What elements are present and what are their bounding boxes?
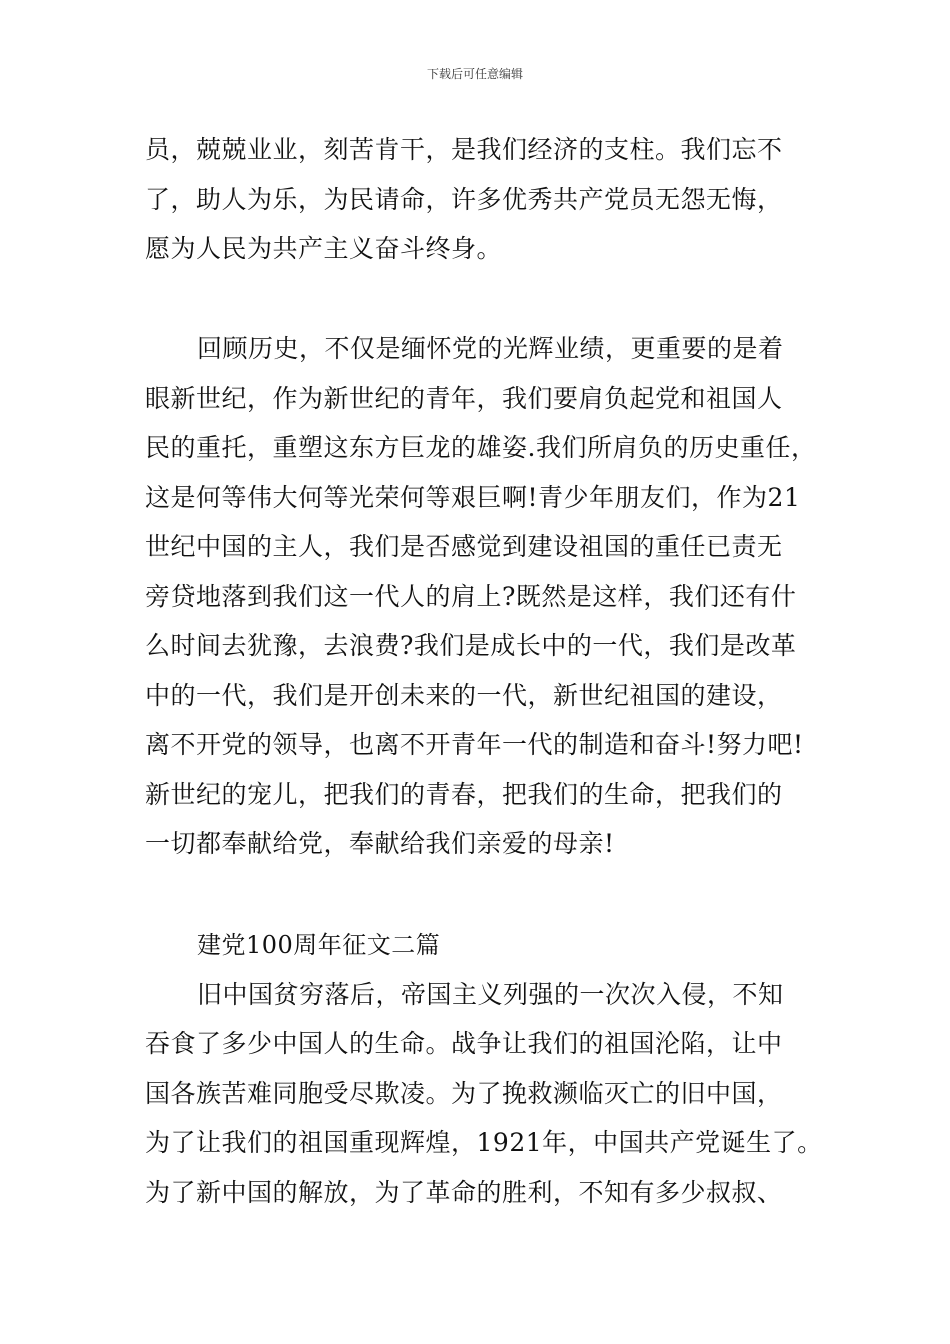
section-heading: 建党100周年征文二篇 bbox=[197, 931, 441, 959]
paragraph-line: 为了让我们的祖国重现辉煌，1921年，中国共产党诞生了。 bbox=[145, 1128, 823, 1157]
paragraph-line: 愿为人民为共产主义奋斗终身。 bbox=[145, 234, 503, 263]
paragraph-line: 世纪中国的主人，我们是否感觉到建设祖国的重任已责无 bbox=[145, 532, 783, 561]
paragraph-line: 员，兢兢业业，刻苦肯干，是我们经济的支柱。我们忘不 bbox=[145, 135, 783, 164]
paragraph-line: 离不开党的领导，也离不开青年一代的制造和奋斗!努力吧! bbox=[145, 730, 804, 759]
paragraph-line: 民的重托，重塑这东方巨龙的雄姿.我们所肩负的历史重任， bbox=[145, 433, 817, 462]
paragraph-line: 旧中国贫穷落后，帝国主义列强的一次次入侵，不知 bbox=[197, 980, 784, 1009]
paragraph-line: 国各族苦难同胞受尽欺凌。为了挽救濒临灭亡的旧中国， bbox=[145, 1079, 783, 1108]
paragraph-line: 了，助人为乐，为民请命，许多优秀共产党员无怨无悔， bbox=[145, 185, 783, 214]
paragraph-line: 么时间去犹豫，去浪费?我们是成长中的一代，我们是改革 bbox=[145, 631, 797, 660]
paragraph-line: 这是何等伟大何等光荣何等艰巨啊!青少年朋友们，作为21 bbox=[145, 483, 801, 512]
paragraph-line: 眼新世纪，作为新世纪的青年，我们要肩负起党和祖国人 bbox=[145, 384, 783, 413]
paragraph-line: 旁贷地落到我们这一代人的肩上?既然是这样，我们还有什 bbox=[145, 582, 797, 611]
paragraph-line: 回顾历史，不仅是缅怀党的光辉业绩，更重要的是着 bbox=[197, 334, 784, 363]
paragraph-line: 一切都奉献给党，奉献给我们亲爱的母亲! bbox=[145, 829, 615, 858]
paragraph-line: 新世纪的宠儿，把我们的青春，把我们的生命，把我们的 bbox=[145, 780, 783, 809]
paragraph-line: 为了新中国的解放，为了革命的胜利，不知有多少叔叔、 bbox=[145, 1178, 783, 1207]
paragraph-line: 吞食了多少中国人的生命。战争让我们的祖国沦陷，让中 bbox=[145, 1029, 783, 1058]
paragraph-line: 中的一代，我们是开创未来的一代，新世纪祖国的建设， bbox=[145, 681, 783, 710]
page-header: 下载后可任意编辑 bbox=[426, 67, 523, 81]
